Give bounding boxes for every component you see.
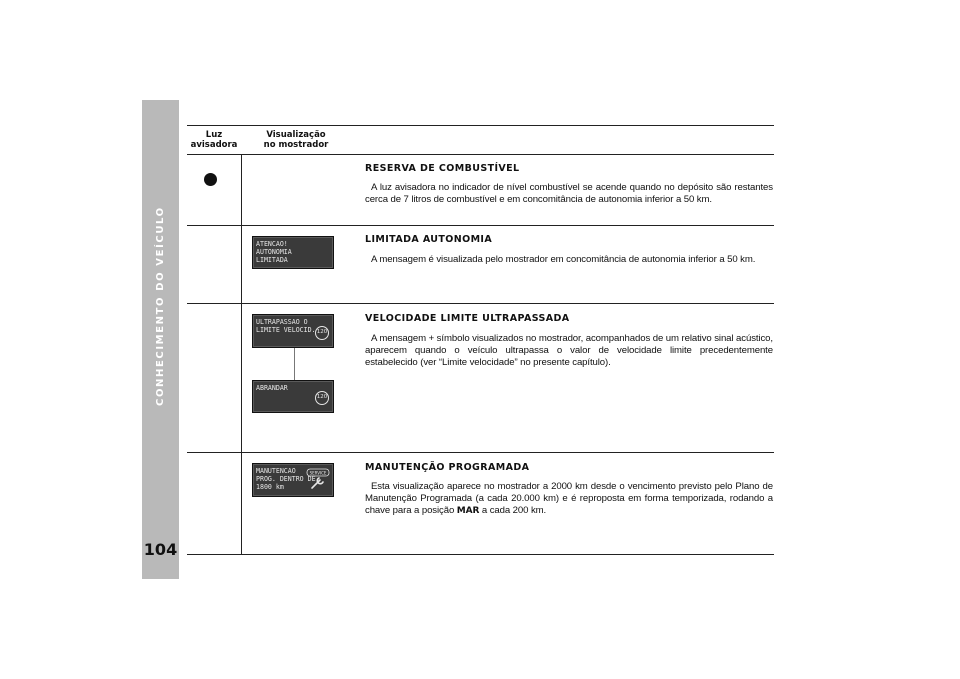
section-title: LIMITADA AUTONOMIA (365, 234, 493, 245)
section-text: A mensagem + símbolo visualizados no mostrador, acompanhados de um relativo sinal acústico, aparecem quando o veículo ultrapassa o valor de velocidade limite precedentemente estabelecido (ver “Limite velocidade” no presente capítulo). (365, 333, 773, 368)
dashboard-display-autonomy: ATENCAO! AUTONOMIA LIMITADA (252, 236, 334, 269)
section-title: RESERVA DE COMBUSTÍVEL (365, 163, 520, 174)
speed-limit-icon: 120 (315, 391, 329, 405)
table-top-rule (187, 125, 774, 126)
dashboard-display-slow-down: ABRANDAR 120 (252, 380, 334, 413)
speed-limit-icon: 120 (315, 326, 329, 340)
section-text: Esta visualização aparece no mostrador a 2000 km desde o vencimento previsto pelo Plano de Manutenção Programada (a cada 20.000 km) e é reproposta em forma temporizada, rodando a chave para a posição MAR a cada 200 km. (365, 481, 773, 516)
row-divider (187, 452, 774, 453)
display-connector-line (294, 348, 295, 380)
section-title: MANUTENÇÃO PROGRAMADA (365, 462, 530, 473)
service-wrench-icon (306, 468, 330, 490)
section-text: A mensagem é visualizada pelo mostrador em concomitância de autonomia inferior a 50 km. (371, 254, 756, 265)
service-label: SERVICE (309, 470, 327, 476)
chapter-sidebar (142, 100, 179, 579)
column-header-lamp: Luz avisadora (190, 130, 238, 150)
table-header-rule (187, 154, 774, 155)
dashboard-display-maintenance: MANUTENCAO PROG. DENTRO DE 1800 km SERVICE (252, 463, 334, 497)
chapter-title: CONHECIMENTO DO VEÍCULO (155, 206, 166, 406)
fuel-warning-lamp-icon (204, 173, 217, 186)
table-column-divider (241, 154, 242, 555)
row-divider (187, 225, 774, 226)
row-divider (187, 303, 774, 304)
table-bottom-rule (187, 554, 774, 555)
column-header-display: Visualização no mostrador (263, 130, 329, 150)
key-position-mar: MAR (456, 505, 480, 516)
section-text: A luz avisadora no indicador de nível combustível se acende quando no depósito são restantes cerca de 7 litros de combustível e em concomitância de autonomia inferior a 50 km. (365, 182, 773, 205)
section-title: VELOCIDADE LIMITE ULTRAPASSADA (365, 313, 570, 324)
dashboard-display-speed-limit: ULTRAPASSAO O LIMITE VELOCID. 120 (252, 314, 334, 348)
page-number: 104 (143, 540, 178, 559)
